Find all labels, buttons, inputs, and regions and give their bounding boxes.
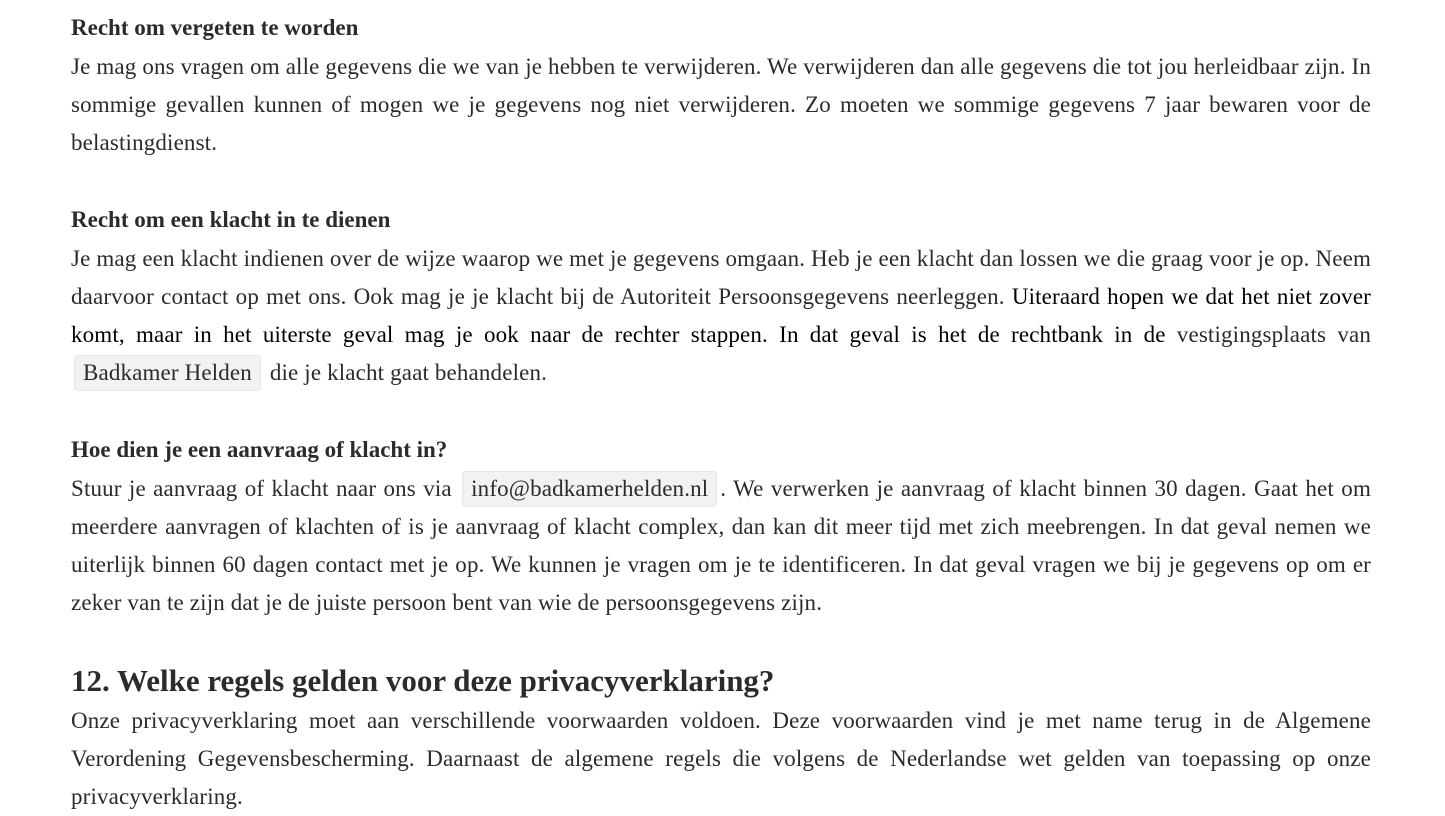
spacer <box>71 622 1371 660</box>
email-address-chip[interactable]: info@badkamerhelden.nl <box>462 471 717 507</box>
spacer <box>71 162 1371 200</box>
privacy-content <box>71 8 1371 816</box>
howto-text-part-1: Stuur je aanvraag of klacht naar ons via <box>71 476 460 501</box>
heading-right-to-complain: Recht om een klacht in te dienen <box>71 207 391 232</box>
paragraph-rules: Onze privacyverklaring moet aan verschillende voorwaarden voldoen. Deze voorwaarden vind je met name terug in de Algemene Verordening Gegevensbescherming. Daarnaast de algemene regels die volgens de Nederlandse wet gelden van toepassing op onze privacyverklaring. <box>71 708 1371 809</box>
paragraph-right-to-complain <box>71 240 1371 392</box>
paragraph-how-to-submit <box>71 470 1371 622</box>
heading-how-to-submit: Hoe dien je een aanvraag of klacht in? <box>71 437 448 462</box>
complaint-text-part-3: vestigingsplaats van <box>1165 322 1371 347</box>
heading-right-to-be-forgotten: Recht om vergeten te worden <box>71 15 359 40</box>
complaint-text-part-2: Uiteraard hopen we dat het niet zover komt, maar in het uiterste geval mag je ook naar de rechter stappen. In dat geval is het de rechtbank in de <box>71 284 1371 347</box>
section-heading-rules: 12. Welke regels gelden voor deze privacyverklaring? <box>71 663 775 698</box>
howto-text-part-2: . We verwerken je aanvraag of klacht binnen 30 dagen. Gaat het om meerdere aanvragen of klachten of is je aanvraag of klacht complex, dan kan dit meer tijd met zich meebrengen. In dat geval nemen we uiterlijk binnen 60 dagen contact met je op. We kunnen je vragen om je te identificeren. In dat geval vragen we bij je gegevens op om er zeker van te zijn dat je de juiste persoon bent van wie de persoonsgegevens zijn. <box>71 476 1371 615</box>
spacer <box>71 392 1371 430</box>
company-name-chip: Badkamer Helden <box>74 355 261 391</box>
paragraph-right-to-be-forgotten: Je mag ons vragen om alle gegevens die we van je hebben te verwijderen. We verwijderen dan alle gegevens die tot jou herleidbaar zijn. In sommige gevallen kunnen of mogen we je gegevens nog niet verwijderen. Zo moeten we sommige gegevens 7 jaar bewaren voor de belastingdienst. <box>71 54 1371 155</box>
complaint-text-part-1: Je mag een klacht indienen over de wijze waarop we met je gegevens omgaan. Heb je een klacht dan lossen we die graag voor je op. Neem daarvoor contact op met ons. Ook mag je je klacht bij de Autoriteit Persoonsgegevens neerleggen. <box>71 246 1371 309</box>
complaint-text-part-4: die je klacht gaat behandelen. <box>263 360 548 385</box>
